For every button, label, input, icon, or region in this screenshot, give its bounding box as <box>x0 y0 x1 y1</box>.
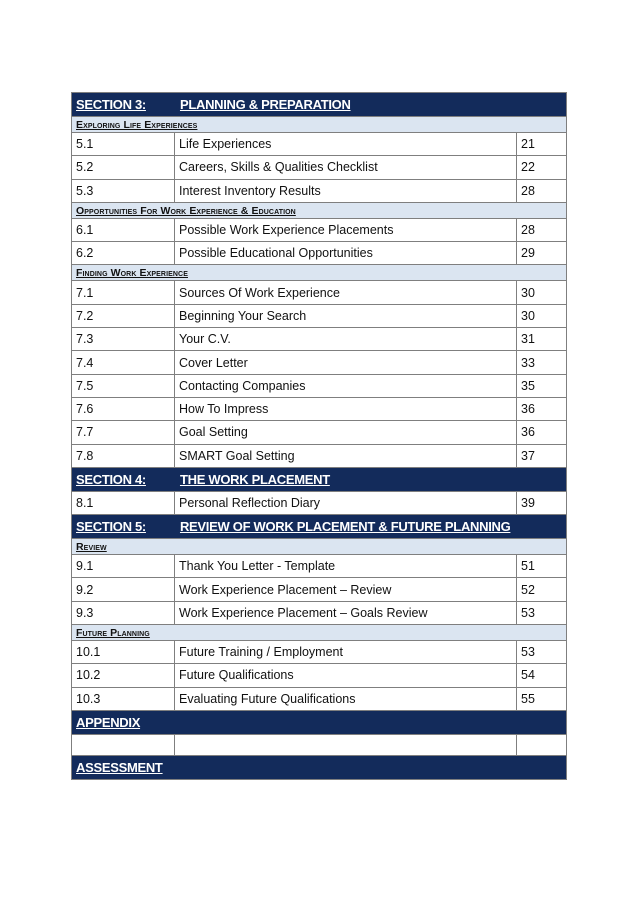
toc-entry-row[interactable] <box>72 578 567 601</box>
subsection-title: Opportunities For Work Experience & Education <box>72 202 567 218</box>
entry-title: Future Qualifications <box>175 664 517 687</box>
entry-title: Beginning Your Search <box>175 304 517 327</box>
entry-page-number: 28 <box>517 179 567 202</box>
entry-number: 10.1 <box>72 641 175 664</box>
entry-number: 10.3 <box>72 687 175 710</box>
toc-entry-row[interactable] <box>72 351 567 374</box>
subsection-title: Exploring Life Experiences <box>72 117 567 133</box>
entry-page-number: 29 <box>517 242 567 265</box>
toc-entry-row[interactable] <box>72 179 567 202</box>
toc-entry-row[interactable] <box>72 328 567 351</box>
entry-title: Life Experiences <box>175 133 517 156</box>
entry-title: Cover Letter <box>175 351 517 374</box>
entry-page-number: 51 <box>517 555 567 578</box>
entry-page-number: 22 <box>517 156 567 179</box>
entry-page-number: 30 <box>517 281 567 304</box>
section-number: SECTION 4: <box>76 471 146 487</box>
entry-number: 6.2 <box>72 242 175 265</box>
entry-title: Possible Educational Opportunities <box>175 242 517 265</box>
entry-title: Work Experience Placement – Review <box>175 578 517 601</box>
section-heading-row <box>72 467 567 491</box>
entry-number: 9.3 <box>72 601 175 624</box>
toc-entry-row[interactable] <box>72 304 567 327</box>
entry-page-number: 31 <box>517 328 567 351</box>
entry-number: 7.6 <box>72 397 175 420</box>
entry-number: 6.1 <box>72 218 175 241</box>
entry-page-number: 36 <box>517 421 567 444</box>
entry-page-number: 53 <box>517 601 567 624</box>
section-heading <box>72 515 567 539</box>
entry-title: Goal Setting <box>175 421 517 444</box>
entry-number: 10.2 <box>72 664 175 687</box>
toc-entry-row[interactable] <box>72 641 567 664</box>
section-heading <box>72 710 567 734</box>
entry-title: SMART Goal Setting <box>175 444 517 467</box>
entry-page-number: 35 <box>517 374 567 397</box>
entry-title: How To Impress <box>175 397 517 420</box>
toc-entry-row[interactable] <box>72 397 567 420</box>
entry-page-number: 55 <box>517 687 567 710</box>
entry-title: Your C.V. <box>175 328 517 351</box>
toc-entry-row[interactable] <box>72 374 567 397</box>
toc-entry-row[interactable] <box>72 555 567 578</box>
toc-entry-row[interactable] <box>72 664 567 687</box>
entry-number: 7.2 <box>72 304 175 327</box>
table-of-contents <box>71 92 567 780</box>
section-number: SECTION 5: <box>76 519 146 535</box>
empty-cell <box>517 734 567 755</box>
entry-title: Personal Reflection Diary <box>175 491 517 514</box>
toc-entry-row[interactable] <box>72 421 567 444</box>
entry-title: Contacting Companies <box>175 374 517 397</box>
entry-title: Future Training / Employment <box>175 641 517 664</box>
entry-page-number: 54 <box>517 664 567 687</box>
subsection-heading-row <box>72 625 567 641</box>
toc-entry-row[interactable] <box>72 156 567 179</box>
toc-body <box>72 93 567 780</box>
section-title: ASSESSMENT <box>76 759 163 775</box>
toc-entry-row[interactable] <box>72 444 567 467</box>
entry-title: Interest Inventory Results <box>175 179 517 202</box>
entry-number: 7.8 <box>72 444 175 467</box>
toc-entry-row[interactable] <box>72 218 567 241</box>
entry-number: 7.4 <box>72 351 175 374</box>
toc-entry-row[interactable] <box>72 242 567 265</box>
subsection-heading-row <box>72 202 567 218</box>
entry-page-number: 33 <box>517 351 567 374</box>
subsection-title: Future Planning <box>72 625 567 641</box>
entry-number: 9.1 <box>72 555 175 578</box>
entry-number: 8.1 <box>72 491 175 514</box>
entry-number: 5.2 <box>72 156 175 179</box>
section-heading <box>72 93 567 117</box>
subsection-title: Finding Work Experience <box>72 265 567 281</box>
entry-number: 5.1 <box>72 133 175 156</box>
entry-title: Sources Of Work Experience <box>175 281 517 304</box>
entry-title: Possible Work Experience Placements <box>175 218 517 241</box>
toc-entry-row[interactable] <box>72 133 567 156</box>
entry-page-number: 39 <box>517 491 567 514</box>
entry-page-number: 52 <box>517 578 567 601</box>
entry-number: 5.3 <box>72 179 175 202</box>
section-title: THE WORK PLACEMENT <box>179 471 330 487</box>
section-heading-row <box>72 755 567 779</box>
entry-number: 7.3 <box>72 328 175 351</box>
entry-page-number: 37 <box>517 444 567 467</box>
empty-cell <box>175 734 517 755</box>
toc-entry-row[interactable] <box>72 491 567 514</box>
entry-number: 7.7 <box>72 421 175 444</box>
entry-page-number: 53 <box>517 641 567 664</box>
subsection-heading-row <box>72 539 567 555</box>
section-title: PLANNING & PREPARATION <box>179 97 351 112</box>
entry-number: 9.2 <box>72 578 175 601</box>
subsection-heading-row <box>72 117 567 133</box>
entry-page-number: 28 <box>517 218 567 241</box>
entry-page-number: 30 <box>517 304 567 327</box>
section-heading-row <box>72 515 567 539</box>
toc-entry-row[interactable] <box>72 601 567 624</box>
empty-row <box>72 734 567 755</box>
entry-title: Evaluating Future Qualifications <box>175 687 517 710</box>
toc-entry-row[interactable] <box>72 281 567 304</box>
entry-title: Work Experience Placement – Goals Review <box>175 601 517 624</box>
subsection-heading-row <box>72 265 567 281</box>
section-title: REVIEW OF WORK PLACEMENT & FUTURE PLANNING <box>179 519 511 535</box>
section-heading-row <box>72 710 567 734</box>
entry-title: Thank You Letter - Template <box>175 555 517 578</box>
empty-cell <box>72 734 175 755</box>
section-heading-row <box>72 93 567 117</box>
section-heading <box>72 755 567 779</box>
section-heading <box>72 467 567 491</box>
entry-page-number: 36 <box>517 397 567 420</box>
subsection-title: Review <box>72 539 567 555</box>
entry-page-number: 21 <box>517 133 567 156</box>
section-number: SECTION 3: <box>76 97 146 112</box>
entry-number: 7.1 <box>72 281 175 304</box>
entry-number: 7.5 <box>72 374 175 397</box>
section-title: APPENDIX <box>76 714 141 730</box>
entry-title: Careers, Skills & Qualities Checklist <box>175 156 517 179</box>
toc-entry-row[interactable] <box>72 687 567 710</box>
